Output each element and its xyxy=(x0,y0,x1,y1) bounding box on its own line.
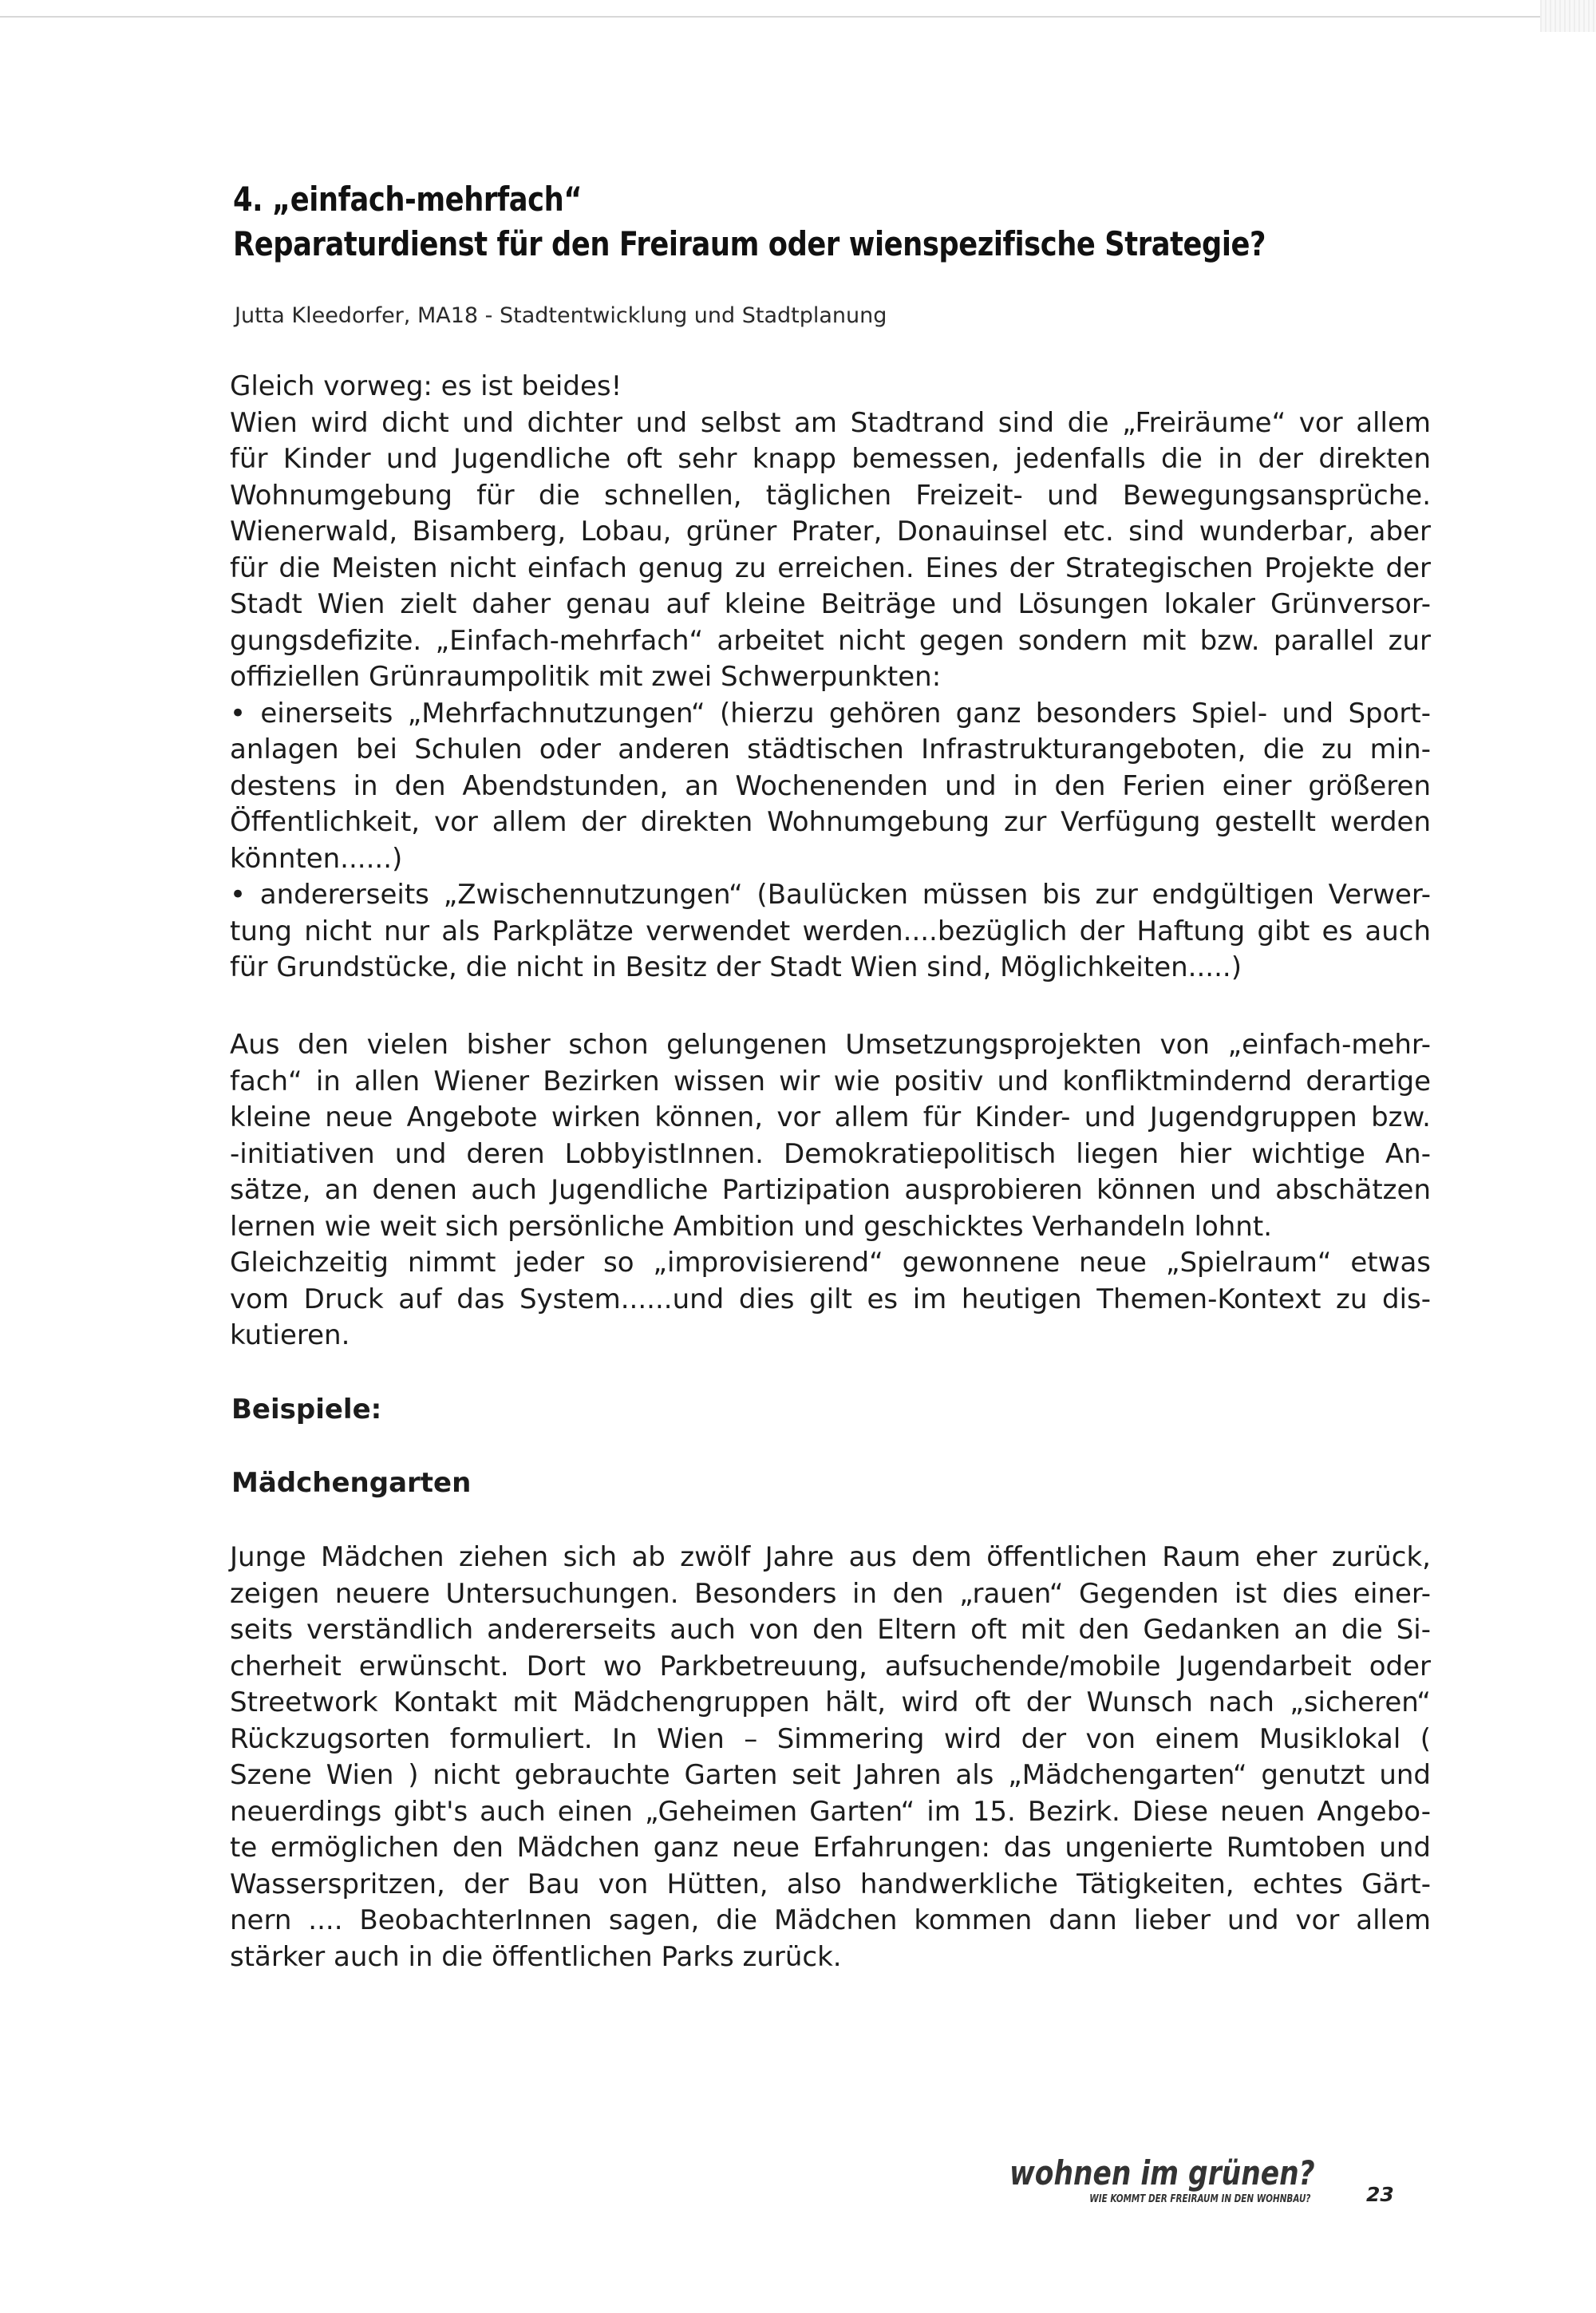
text-line: Wohnumgebung für die schnellen, täglichen Freizeit- und Bewegungsansprüche. xyxy=(230,479,1431,512)
text-line: Szene Wien ) nicht gebrauchte Garten seit Jahren als „Mädchengarten“ genutzt und xyxy=(230,1759,1431,1791)
text-line: für Grundstücke, die nicht in Besitz der Stadt Wien sind, Möglichkeiten.....) xyxy=(230,951,1242,983)
text-line: cherheit erwünscht. Dort wo Parkbetreuung, aufsuchende/mobile Jugendarbeit oder xyxy=(230,1650,1431,1682)
chapter-heading-line-2: Reparaturdienst für den Freiraum oder wienspezifische Strategie? xyxy=(233,224,1266,263)
text-line: Öffentlichkeit, vor allem der direkten Wohnumgebung zur Verfügung gestellt werden xyxy=(230,806,1431,838)
text-line: nern .... BeobachterInnen sagen, die Mädchen kommen dann lieber und vor allem xyxy=(230,1904,1431,1936)
text-line: Gleich vorweg: es ist beides! xyxy=(230,370,622,402)
bullet-line: • andererseits „Zwischennutzungen“ (Baulücken müssen bis zur endgültigen Verwer- xyxy=(230,879,1431,911)
text-line: tung nicht nur als Parkplätze verwendet werden....bezüglich der Haftung gibt es auch xyxy=(230,915,1431,947)
text-line: gungsdefizite. „Einfach-mehrfach“ arbeitet nicht gegen sondern mit bzw. parallel zur xyxy=(230,624,1431,657)
text-line: könnten......) xyxy=(230,842,403,875)
top-rule xyxy=(0,16,1540,18)
projects-paragraph xyxy=(230,1027,1431,1354)
footer-publication-title: wohnen im grünen? xyxy=(1009,2153,1315,2192)
text-line: Wien wird dicht und dichter und selbst am Stadtrand sind die „Freiräume“ vor allem xyxy=(230,406,1431,439)
text-line: vom Druck auf das System......und dies gilt es im heutigen Themen-Kontext zu dis- xyxy=(230,1283,1431,1315)
text-line: zeigen neuere Untersuchungen. Besonders in den „rauen“ Gegenden ist dies einer- xyxy=(230,1577,1431,1610)
text-line: fach“ in allen Wiener Bezirken wissen wir wie positiv und konfliktmindernd derartige xyxy=(230,1065,1431,1097)
text-line: offiziellen Grünraumpolitik mit zwei Schwerpunkten: xyxy=(230,661,942,693)
scan-corner-mark xyxy=(1540,0,1596,32)
text-line: für Kinder und Jugendliche oft sehr knapp bemessen, jedenfalls die in der direkten xyxy=(230,443,1431,475)
text-line: anlagen bei Schulen oder anderen städtischen Infrastrukturangeboten, die zu min- xyxy=(230,733,1431,765)
text-line: lernen wie weit sich persönliche Ambition und geschicktes Verhandeln lohnt. xyxy=(230,1210,1272,1243)
text-line: Wienerwald, Bisamberg, Lobau, grüner Prater, Donauinsel etc. sind wunderbar, aber xyxy=(230,516,1431,548)
chapter-heading-line-1: 4. „einfach-mehrfach“ xyxy=(233,180,583,219)
intro-paragraph xyxy=(230,369,1431,986)
author-line: Jutta Kleedorfer, MA18 - Stadtentwicklung und Stadtplanung xyxy=(235,303,887,328)
page-number: 23 xyxy=(1366,2183,1394,2206)
text-line: destens in den Abendstunden, an Wochenenden und in den Ferien einer größeren xyxy=(230,769,1431,802)
text-line: -initiativen und deren LobbyistInnen. Demokratiepolitisch liegen hier wichtige An- xyxy=(230,1137,1431,1170)
text-line: Rückzugsorten formuliert. In Wien – Simmering wird der von einem Musiklokal ( xyxy=(230,1722,1431,1755)
text-line: Aus den vielen bisher schon gelungenen Umsetzungsprojekten von „einfach-mehr- xyxy=(230,1029,1431,1061)
text-line: kleine neue Angebote wirken können, vor allem für Kinder- und Jugendgruppen bzw. xyxy=(230,1101,1431,1133)
text-line: sätze, an denen auch Jugendliche Partizipation ausprobieren können und abschätzen xyxy=(230,1174,1431,1206)
text-line: für die Meisten nicht einfach genug zu erreichen. Eines der Strategischen Projekte der xyxy=(230,552,1431,584)
text-line: Stadt Wien zielt daher genau auf kleine Beiträge und Lösungen lokaler Grünversor- xyxy=(230,588,1431,620)
footer-publication-subtitle: WIE KOMMT DER FREIRAUM IN DEN WOHNBAU? xyxy=(1088,2193,1310,2205)
text-line: neuerdings gibt's auch einen „Geheimen Garten“ im 15. Bezirk. Diese neuen Angebo- xyxy=(230,1795,1431,1828)
text-line: Junge Mädchen ziehen sich ab zwölf Jahre aus dem öffentlichen Raum eher zurück, xyxy=(230,1541,1431,1573)
section-heading-maedchengarten: Mädchengarten xyxy=(231,1467,472,1499)
text-line: Wasserspritzen, der Bau von Hütten, also handwerkliche Tätigkeiten, echtes Gärt- xyxy=(230,1868,1431,1900)
text-line: seits verständlich andererseits auch von den Eltern oft mit den Gedanken an die Si- xyxy=(230,1614,1431,1646)
text-line: te ermöglichen den Mädchen ganz neue Erfahrungen: das ungenierte Rumtoben und xyxy=(230,1832,1431,1864)
chapter-heading xyxy=(233,177,1266,267)
examples-heading: Beispiele: xyxy=(231,1394,382,1425)
maedchengarten-paragraph xyxy=(230,1540,1431,1975)
bullet-line: • einerseits „Mehrfachnutzungen“ (hierzu gehören ganz besonders Spiel- und Sport- xyxy=(230,697,1431,729)
text-line: Streetwork Kontakt mit Mädchengruppen hält, wird oft der Wunsch nach „sicheren“ xyxy=(230,1686,1431,1718)
text-line: stärker auch in die öffentlichen Parks zurück. xyxy=(230,1940,842,1973)
text-line: Gleichzeitig nimmt jeder so „improvisierend“ gewonnene neue „Spielraum“ etwas xyxy=(230,1247,1431,1279)
text-line: kutieren. xyxy=(230,1319,350,1351)
